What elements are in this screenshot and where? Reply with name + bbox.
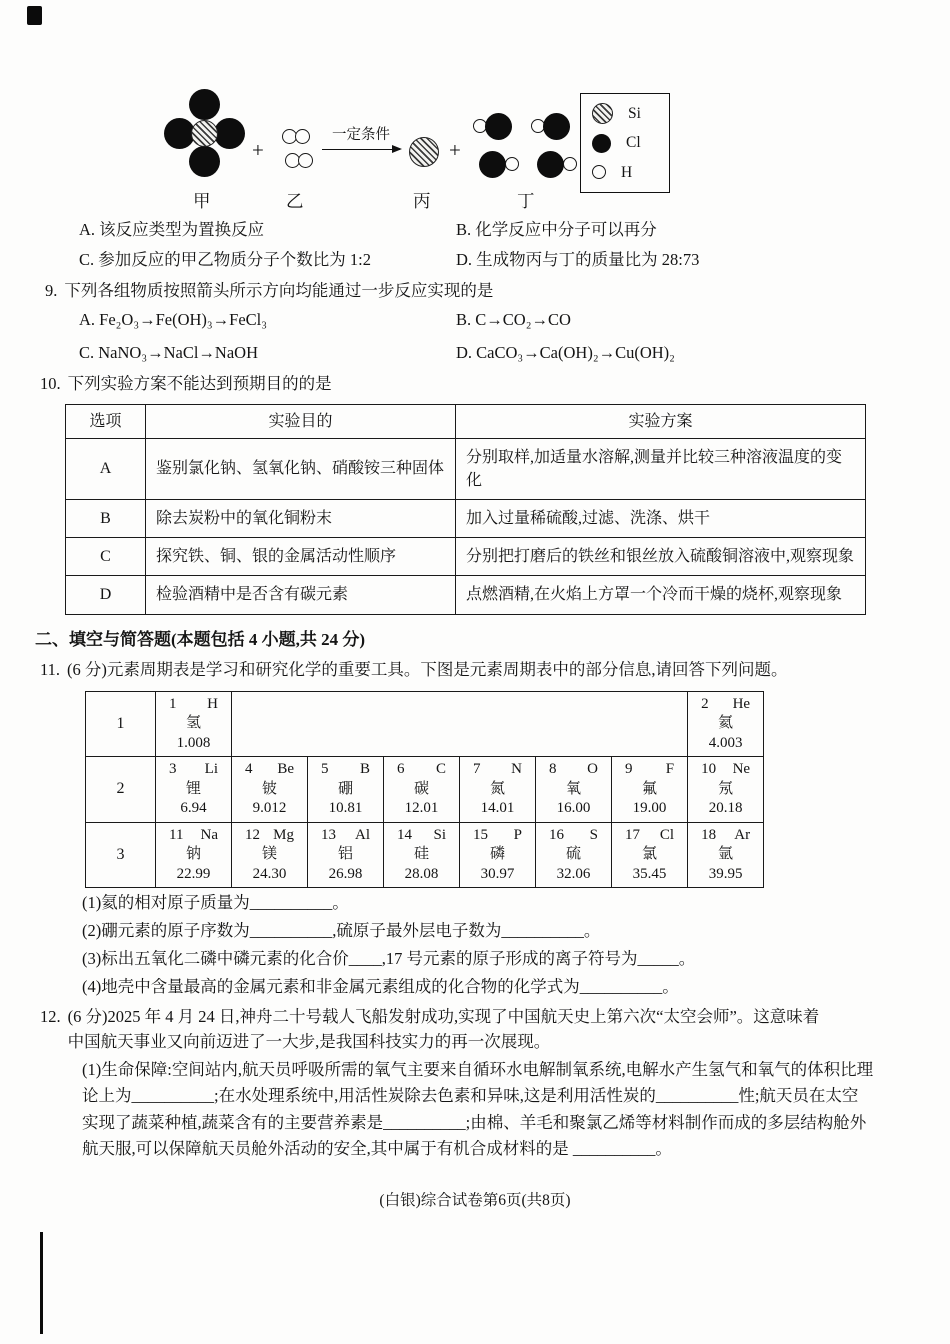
atomic-mass: 12.01 <box>404 800 439 817</box>
si-atom-icon <box>592 103 613 124</box>
cl-atom-icon <box>592 134 611 153</box>
molecule-yi <box>282 129 316 173</box>
element-name: 镁 <box>261 846 277 863</box>
element-name: 氩 <box>718 846 734 863</box>
cl-atom-icon <box>214 118 245 149</box>
atomic-mass: 1.008 <box>176 734 211 751</box>
si-atom-icon <box>191 120 218 147</box>
molecule-jia <box>163 89 247 183</box>
experiment-table <box>65 404 866 615</box>
element-cell-be: 4 Be 铍 9.012 <box>232 757 308 823</box>
atomic-mass: 24.30 <box>252 865 287 882</box>
option-9a: A. Fe₂O₃→Fe(OH)₃→FeCl₃ <box>79 310 268 330</box>
question-number: 11. <box>40 660 61 680</box>
plus-sign: + <box>449 138 461 162</box>
cl-atom-icon <box>189 89 220 120</box>
period-number: 3 <box>86 822 156 888</box>
element-name: 氮 <box>489 780 505 797</box>
element-name: 磷 <box>489 846 505 863</box>
atomic-mass: 28.08 <box>404 865 439 882</box>
atomic-mass: 16.00 <box>556 800 591 817</box>
element-symbol: H <box>207 695 218 712</box>
element-cell-f: 9 F 氟 19.00 <box>612 757 688 823</box>
question-stem: 下列实验方案不能达到预期目的的是 <box>67 373 332 393</box>
h-atom-icon <box>563 157 577 171</box>
plus-sign: + <box>252 138 264 162</box>
table-header-row <box>66 404 866 438</box>
cell-option: A <box>66 438 146 499</box>
legend-label: H <box>621 163 633 181</box>
element-symbol: He <box>732 695 751 712</box>
si-atom-icon <box>409 137 439 167</box>
element-cell-si: 14 Si 硅 28.08 <box>384 822 460 888</box>
cl-atom-icon <box>485 113 512 140</box>
period-row-2 <box>86 757 764 823</box>
atomic-mass: 10.81 <box>328 800 363 817</box>
atomic-mass: 30.97 <box>480 865 515 882</box>
option-9b: B. C→CO₂→CO <box>456 310 571 330</box>
atomic-mass: 20.18 <box>708 800 743 817</box>
reaction-arrow <box>322 127 400 150</box>
cl-atom-icon <box>189 146 220 177</box>
col-header-purpose: 实验目的 <box>146 404 456 438</box>
element-cell-mg: 12 Mg 镁 24.30 <box>232 822 308 888</box>
h-atom-icon <box>505 157 519 171</box>
element-cell-ne: 10 Ne 氖 20.18 <box>688 757 764 823</box>
cl-atom-icon <box>479 151 506 178</box>
atomic-mass: 6.94 <box>180 800 207 817</box>
atomic-mass: 19.00 <box>632 800 667 817</box>
element-cell-he <box>688 691 764 757</box>
atomic-mass: 35.45 <box>632 865 667 882</box>
periodic-table <box>85 691 764 889</box>
cell-option: C <box>66 538 146 576</box>
cell-purpose: 鉴别氯化钠、氢氧化钠、硝酸铵三种固体 <box>146 438 456 499</box>
col-header-plan: 实验方案 <box>456 404 866 438</box>
question-number: 9. <box>45 280 58 300</box>
scan-artifact-top <box>27 6 42 25</box>
atomic-number: 2 <box>701 695 709 712</box>
table-row <box>66 576 866 614</box>
table-row <box>66 500 866 538</box>
element-name: 氖 <box>718 780 734 797</box>
question-12 <box>40 1005 887 1055</box>
atomic-mass: 26.98 <box>328 865 363 882</box>
element-name: 钠 <box>185 846 201 863</box>
element-cell-c: 6 C 碳 12.01 <box>384 757 460 823</box>
period-row-3 <box>86 822 764 888</box>
question-10 <box>40 372 887 397</box>
question-8-options <box>79 218 887 273</box>
cell-plan: 加入过量稀硫酸,过滤、洗涤、烘干 <box>456 500 866 538</box>
cell-plan: 分别取样,加适量水溶解,测量并比较三种溶液温度的变化 <box>456 438 866 499</box>
cell-plan: 分别把打磨后的铁丝和银丝放入硫酸铜溶液中,观察现象 <box>456 538 866 576</box>
question-9 <box>45 279 887 304</box>
atomic-mass: 9.012 <box>252 800 287 817</box>
atom-legend <box>580 93 670 193</box>
element-cell-o: 8 O 氧 16.00 <box>536 757 612 823</box>
molecule-label-bing: 丙 <box>413 191 431 211</box>
legend-label: Cl <box>626 134 641 152</box>
element-cell-ar: 18 Ar 氩 39.95 <box>688 822 764 888</box>
legend-label: Si <box>628 105 641 122</box>
element-cell-h <box>156 691 232 757</box>
h-atom-icon <box>298 153 313 168</box>
element-cell-n: 7 N 氮 14.01 <box>460 757 536 823</box>
h-atom-icon <box>295 129 310 144</box>
element-cell-al: 13 Al 铝 26.98 <box>308 822 384 888</box>
cell-plan: 点燃酒精,在火焰上方罩一个冷而干燥的烧杯,观察现象 <box>456 576 866 614</box>
element-name: 锂 <box>185 780 201 797</box>
element-cell-p: 15 P 磷 30.97 <box>460 822 536 888</box>
element-cell-na: 11 Na 钠 22.99 <box>156 822 232 888</box>
period-number: 1 <box>86 691 156 757</box>
cell-purpose: 检验酒精中是否含有碳元素 <box>146 576 456 614</box>
molecule-ding <box>473 113 585 183</box>
element-name: 铍 <box>261 780 277 797</box>
sub-question-11-1: (1)氦的相对原子质量为__________。 <box>82 893 349 913</box>
element-name: 氦 <box>718 715 734 732</box>
page-content <box>35 85 887 1162</box>
element-name: 碳 <box>413 780 429 797</box>
atomic-mass: 4.003 <box>708 734 743 751</box>
element-name: 氟 <box>642 780 658 797</box>
atomic-mass: 14.01 <box>480 800 515 817</box>
option-8a: A. 该反应类型为置换反应 <box>79 220 265 239</box>
atomic-mass: 39.95 <box>708 865 743 882</box>
element-cell-li: 3 Li 锂 6.94 <box>156 757 232 823</box>
question-11 <box>40 658 887 683</box>
option-8b: B. 化学反应中分子可以再分 <box>456 220 657 239</box>
element-name: 铝 <box>337 846 353 863</box>
sub-question-11-4: (4)地壳中含量最高的金属元素和非金属元素组成的化合物的化学式为__________。 <box>82 976 679 996</box>
question-9-options <box>79 308 887 366</box>
option-8c: C. 参加反应的甲乙物质分子个数比为 1:2 <box>79 249 371 269</box>
molecule-bing <box>409 137 441 169</box>
option-9d: D. CaCO₃→Ca(OH)₂→Cu(OH)₂ <box>456 343 675 362</box>
cell-option: D <box>66 576 146 614</box>
cell-option: B <box>66 500 146 538</box>
period-number: 2 <box>86 757 156 823</box>
cell-purpose: 探究铁、铜、银的金属活动性顺序 <box>146 538 456 576</box>
element-cell-b: 5 B 硼 10.81 <box>308 757 384 823</box>
sub-question-11-2: (2)硼元素的原子序数为__________,硫原子最外层电子数为__________。 <box>82 921 601 941</box>
cl-atom-icon <box>543 113 570 140</box>
condition-label: 一定条件 <box>332 127 390 143</box>
scan-artifact-left <box>40 1232 43 1334</box>
cl-atom-icon <box>537 151 564 178</box>
legend-entry-cl <box>592 131 658 154</box>
question-stem: (6 分)元素周期表是学习和研究化学的重要工具。下图是元素周期表中的部分信息,请回答下列问题。 <box>67 660 788 680</box>
element-name: 硅 <box>413 846 429 863</box>
cell-purpose: 除去炭粉中的氧化铜粉末 <box>146 500 456 538</box>
empty-cell <box>232 691 688 757</box>
col-header-option: 选项 <box>66 404 146 438</box>
element-name: 氧 <box>565 780 581 797</box>
atomic-number: 1 <box>169 695 177 712</box>
molecule-label-jia: 甲 <box>193 191 211 211</box>
option-9c: C. NaNO₃→NaCl→NaOH <box>79 343 258 362</box>
element-name: 硫 <box>565 846 581 863</box>
atomic-mass: 22.99 <box>176 865 211 882</box>
element-name: 硼 <box>337 780 353 797</box>
table-row <box>66 538 866 576</box>
section-title: 二、填空与简答题(本题包括 4 小题,共 24 分) <box>35 629 366 649</box>
molecule-label-yi: 乙 <box>286 191 304 211</box>
option-8d: D. 生成物丙与丁的质量比为 28:73 <box>456 249 700 269</box>
arrowhead-icon <box>392 145 402 153</box>
question-stem: 下列各组物质按照箭头所示方向均能通过一步反应实现的是 <box>64 280 494 300</box>
sub-question-12-1: (1)生命保障:空间站内,航天员呼吸所需的氧气主要来自循环水电解制氧系统,电解水产生氢气和氧气的体积比理论上为__________;在水处理系统中,用活性炭除去色素和异味,这是利用活性炭的__________性;航天员在太空实现了蔬菜种植,蔬菜含有的主要营养素是__________;由棉、羊毛和聚氯乙烯等材料制作而成的多层结构舱外航天服,可以保障航天员舱外活动的安全,其中属于有机合成材料的是 __________。 <box>82 1059 874 1159</box>
element-cell-cl: 17 Cl 氯 35.45 <box>612 822 688 888</box>
element-name: 氢 <box>185 715 201 732</box>
atomic-mass: 32.06 <box>556 865 591 882</box>
table-row <box>66 438 866 499</box>
legend-entry-si <box>592 102 658 125</box>
molecule-label-ding: 丁 <box>517 191 535 211</box>
question-number: 10. <box>40 373 61 393</box>
sub-question-11-3: (3)标出五氧化二磷中磷元素的化合价____,17 号元素的原子形成的离子符号为_____。 <box>82 948 696 968</box>
element-name: 氯 <box>642 846 658 863</box>
legend-entry-h <box>592 161 658 184</box>
element-cell-s: 16 S 硫 32.06 <box>536 822 612 888</box>
reaction-diagram <box>35 85 887 213</box>
question-stem: (6 分)2025 年 4 月 24 日,神舟二十号载人飞船发射成功,实现了中国航天史上第六次“太空会师”。这意味着中国航天事业又向前迈进了一大步,是我国科技实力的再一次展现。 <box>67 1007 820 1052</box>
period-row-1 <box>86 691 764 757</box>
h-atom-icon <box>592 165 606 179</box>
question-number: 12. <box>40 1007 61 1027</box>
page-footer: (白银)综合试卷第6页(共8页) <box>379 1192 571 1209</box>
